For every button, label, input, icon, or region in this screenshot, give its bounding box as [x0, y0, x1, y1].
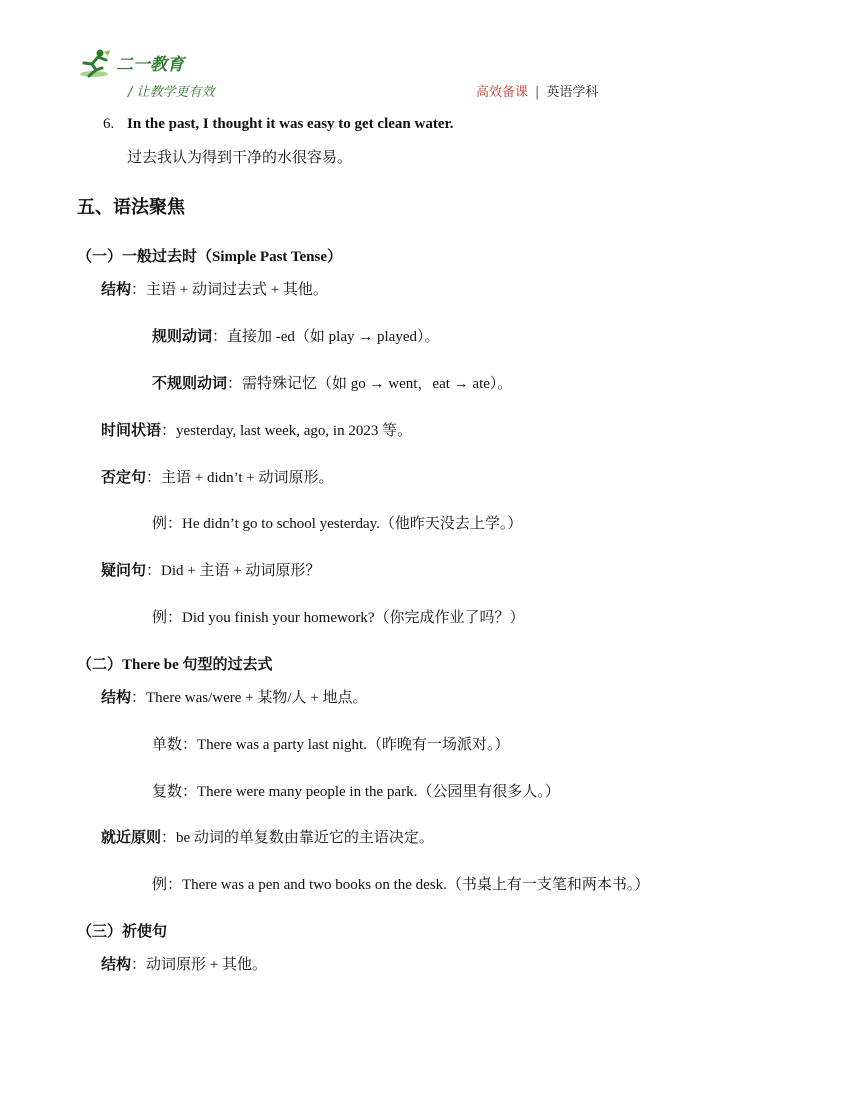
- time-text: ：yesterday, last week, ago, in 2023 等。: [161, 423, 413, 439]
- subsection-title-1: （一）一般过去时（Simple Past Tense）: [77, 249, 343, 265]
- logo-text: 二一教育: [116, 55, 184, 75]
- time-label: 时间状语: [101, 421, 162, 439]
- structure-text: ：There was/were + 某物/人 + 地点。: [131, 690, 368, 706]
- plural-example: 复数：There were many people in the park.（公园里有很多人。）: [152, 784, 560, 800]
- negative-label: 否定句: [101, 468, 147, 486]
- item-chinese: 过去我认为得到干净的水很容易。: [127, 148, 353, 166]
- negative-line: [101, 466, 334, 487]
- irregular-label: 不规则动词: [152, 374, 228, 392]
- irregular-text: ：需特殊记忆（如 go → went，eat → ate）。: [227, 376, 513, 392]
- header-separator: |: [535, 85, 540, 100]
- structure-text: ：动词原形 + 其他。: [131, 957, 267, 973]
- proximity-example: 例：There was a pen and two books on the desk.（书桌上有一支笔和两本书。）: [152, 877, 650, 893]
- question-text: ：Did + 主语 + 动词原形？: [146, 563, 321, 579]
- singular-example: 单数：There was a party last night.（昨晚有一场派对。）: [152, 737, 510, 753]
- structure-label: 结构: [101, 688, 132, 706]
- negative-example: 例：He didn’t go to school yesterday.（他昨天没去上学。）: [152, 516, 523, 532]
- question-line: [101, 559, 320, 580]
- negative-text: ：主语 + didn’t + 动词原形。: [146, 470, 334, 486]
- regular-label: 规则动词: [152, 327, 213, 345]
- structure-label: 结构: [101, 955, 132, 973]
- subsection-title-2: （二）There be 句型的过去式: [77, 657, 273, 673]
- question-example: 例：Did you finish your homework?（你完成作业了吗？）: [152, 610, 525, 626]
- section-title: 五、语法聚焦: [77, 197, 185, 218]
- irregular-verbs-line: [152, 372, 512, 393]
- proximity-label: 就近原则: [101, 828, 162, 846]
- question-label: 疑问句: [101, 561, 147, 579]
- header-tag-subject: 英语学科: [546, 85, 599, 100]
- structure-text: ：主语 + 动词过去式 + 其他。: [131, 282, 328, 298]
- header-right: [476, 81, 598, 100]
- proximity-rule-line: [101, 826, 434, 847]
- structure-line-2: [101, 686, 367, 707]
- subsection-title-3: （三）祈使句: [77, 922, 168, 940]
- runner-logo-icon: [80, 48, 220, 80]
- time-adverbials-line: [101, 419, 412, 440]
- header-tag-prep: 高效备课: [476, 85, 529, 100]
- regular-verbs-line: [152, 325, 439, 346]
- proximity-text: ：be 动词的单复数由靠近它的主语决定。: [161, 830, 434, 846]
- item-english: In the past, I thought it was easy to get clean water.: [127, 116, 454, 132]
- item-number: 6.: [103, 116, 115, 132]
- structure-line-1: [101, 278, 328, 299]
- structure-line-3: [101, 953, 267, 974]
- brand-logo: [80, 48, 220, 80]
- regular-text: ：直接加 -ed（如 play → played）。: [212, 329, 440, 345]
- header-slogan: / 让教学更有效: [128, 85, 215, 100]
- structure-label: 结构: [101, 280, 132, 298]
